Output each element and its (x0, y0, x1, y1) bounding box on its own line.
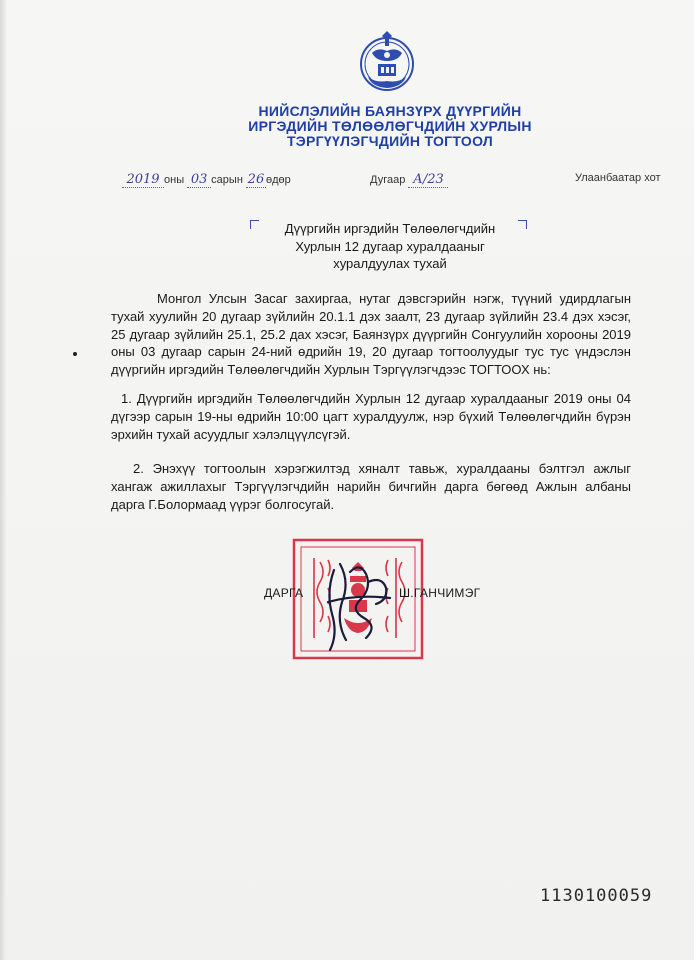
signatory-title: ДАРГА (264, 586, 304, 600)
state-emblem-icon (356, 31, 418, 93)
date-year: 2019 (122, 172, 164, 188)
date-line (122, 172, 291, 188)
number-label: Дугаар (370, 174, 406, 186)
city: Улаанбаатар хот (575, 172, 661, 184)
subject-block (250, 220, 530, 273)
header-line-1: НИЙСЛЭЛИЙН БАЯНЗҮРХ ДҮҮРГИЙН (258, 103, 522, 119)
page-edge-shadow (0, 0, 6, 960)
margin-mark (73, 352, 77, 356)
handwritten-signature (320, 552, 392, 652)
date-month: 03 (187, 172, 211, 188)
date-month-suffix: сарын (211, 174, 243, 186)
document-number (370, 172, 448, 188)
subject-line-2: Хурлын 12 дугаар хуралдааныг (295, 238, 485, 254)
date-day-suffix: өдөр (265, 174, 291, 186)
date-day: 26 (247, 172, 265, 187)
date-year-suffix: оны (164, 174, 185, 186)
preamble-paragraph: Монгол Улсын Засаг захиргаа, нутаг дэвсгэрийн нэгж, түүний удирдлагын тухай хуулийн 20 дугаар зүйлийн 20.1.1 дэх заалт, 23 дугаар зүйлийн 23.4 дэх хэсэг, 25 дугаар зүйлийн 25.1, 25.2 дах хэсэг, Баянзүрх дүүргийн Сонгуулийн хорооны 2019 оны 03 дугаар сарын 24-ний өдрийн 19, 20 дугаар тогтоолуудыг тус тус үндэслэн дүүргийн иргэдийн Төлөөлөгчдийн Хурлын Тэргүүлэгчдээс ТОГТООХ нь: (111, 291, 631, 378)
resolution-item-2: 2. Энэхүү тогтоолын хэрэгжилтэд хяналт тавьж, хуралдааны бэлтгэл ажлыг хангаж ажиллахыг Тэргүүлэгчдийн нарийн бичгийн дарга бөгөөд Ажлын албаны дарга Г.Болормаад үүрэг болгосугай. (111, 461, 631, 512)
subject-line-1: Дүүргийн иргэдийн Төлөөлөгчдийн (284, 221, 496, 236)
resolution-item-1: 1. Дүүргийн иргэдийн Төлөөлөгчдийн Хурлын 12 дугаар хуралдааныг 2019 оны 04 дүгээр сарын 19-ны өдрийн 10:00 цагт хуралдуулж, нэр бүхий Төлөөлөгчдийн бүрэн эрхийн тухай асуудлыг хэлэлцүүлсүгэй. (111, 391, 631, 442)
number-value: А/23 (408, 172, 448, 188)
header-line-2: ИРГЭДИЙН ТӨЛӨӨЛӨГЧДИЙН ХУРЛЫН (248, 118, 532, 134)
signatory-name: Ш.ГАНЧИМЭГ (399, 586, 481, 600)
subject-line-3: хуралдуулах тухай (333, 256, 447, 271)
serial-number: 1130100059 (540, 886, 653, 906)
header-line-3: ТЭРГҮҮЛЭГЧДИЙН ТОГТООЛ (286, 133, 494, 149)
